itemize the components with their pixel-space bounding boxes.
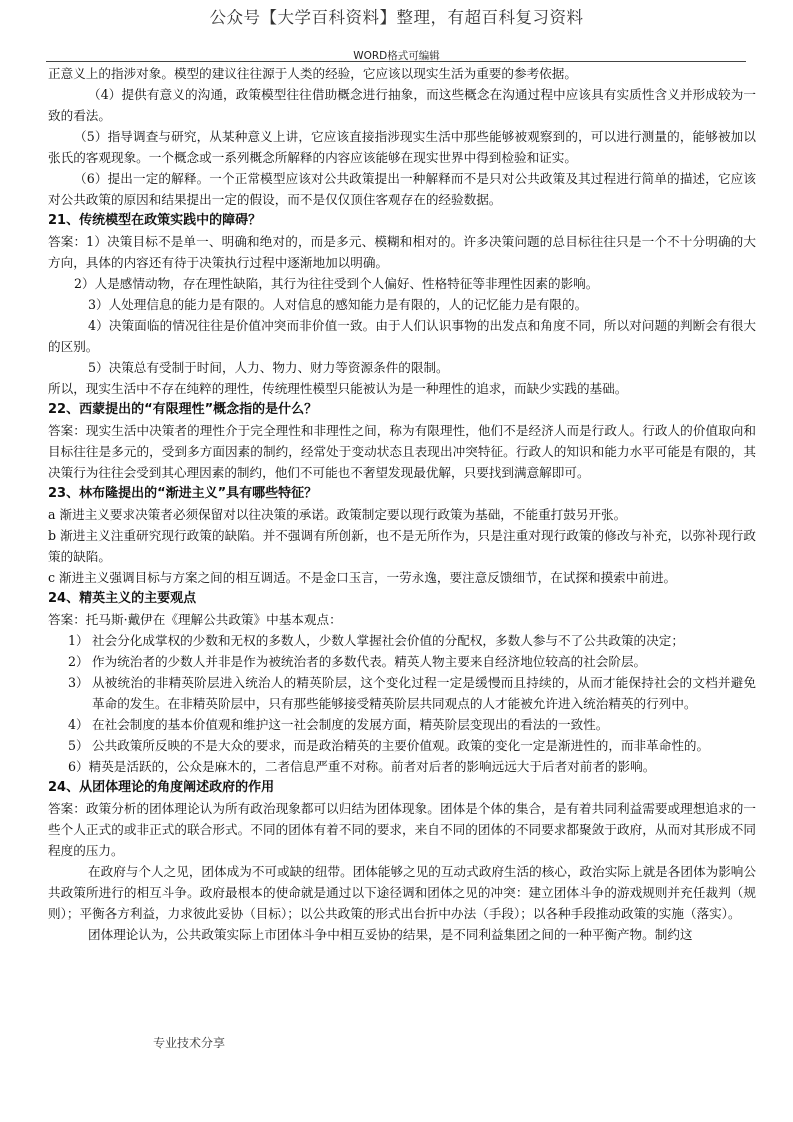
list-number: 3） (68, 675, 89, 690)
header-divider (46, 61, 746, 62)
list-text: 公共政策所反映的不是大众的要求，而是政治精英的主要价值观。政策的变化一定是渐进性的，而非革命性的。 (92, 738, 710, 753)
paragraph: 2）人是感情动物，存在理性缺陷，其行为往往受到个人偏好、性格特征等非理性因素的影响。 (74, 276, 599, 291)
list-number: 1） (68, 633, 89, 648)
list-item (48, 714, 756, 735)
paragraph: （5）指导调查与研究，从某种意义上讲，它应该直接指涉现实生活中那些能够被观察到的，可以进行测量的，能够被加以张氏的客观现象。一个概念或一系列概念所解释的内容应该能够在现实世界中得到检验和证实。 (48, 129, 756, 165)
list-text: 从被统治的非精英阶层进入统治人的精英阶层，这个变化过程一定是缓慢而且持续的，从而才能保持社会的文档并避免革命的发生。在非精英阶层中，只有那些能够接受精英阶层共同观点的人才能被允许进入统治精英的行列中。 (92, 675, 756, 711)
paragraph: a 渐进主义要求决策者必须保留对以往决策的承诺。政策制定要以现行政策为基础，不能重打鼓另开张。 (48, 507, 627, 522)
paragraph: 答案：政策分析的团体理论认为所有政治现象都可以归结为团体现象。团体是个体的集合，是有着共同利益需要或理想追求的一些个人正式的或非正式的联合形式。不同的团体有着不同的要求，来自不同的团体的不同要求都聚敛于政府，从而对其形成不同程度的压力。 (48, 801, 756, 858)
list-item (48, 735, 756, 756)
paragraph: 答案：现实生活中决策者的理性介于完全理性和非理性之间，称为有限理性，他们不是经济人而是行政人。行政人的价值取向和目标往往是多元的，受到多方面因素的制约，经常处于变动状态且表现出冲突特征。行政人的知识和能力水平可能是有限的，其决策行为往往会受到其心理因素的制约，他们不可能也不奢望发现最优解，只要找到满意解即可。 (48, 423, 756, 480)
question-heading: 21、传统模型在政策实践中的障碍？ (48, 213, 262, 228)
paragraph: （4）提供有意义的沟通，政策模型往往借助概念进行抽象，而这些概念在沟通过程中应该具有实质性含义并形成较为一致的看法。 (48, 87, 756, 123)
list-text: 作为统治者的少数人并非是作为被统治者的多数代表。精英人物主要来自经济地位较高的社会阶层。 (92, 654, 647, 669)
paragraph: 团体理论认为，公共政策实际上市团体斗争中相互妥协的结果，是不同利益集团之间的一种平衡产物。制约这 (88, 927, 693, 942)
list-number: 2） (68, 654, 89, 669)
paragraph: （6）提出一定的解释。一个正常模型应该对公共政策提出一种解释而不是只对公共政策及其过程进行简单的描述，它应该对公共政策的原因和结果提出一定的假设，而不是仅仅顶住客观存在的经验数据。 (48, 171, 756, 207)
page-header: WORD格式可编辑 (353, 50, 440, 62)
paragraph: 所以，现实生活中不存在纯粹的理性，传统理性模型只能被认为是一种理性的追求，而缺少实践的基础。 (48, 381, 628, 396)
question-heading: 24、精英主义的主要观点 (48, 591, 197, 606)
question-heading: 22、西蒙提出的“有限理性”概念指的是什么？ (48, 402, 318, 417)
paragraph: 6）精英是活跃的，公众是麻木的，二者信息严重不对称。前者对后者的影响远远大于后者对前者的影响。 (68, 759, 656, 774)
list-item (48, 672, 756, 714)
paragraph: 3）人处理信息的能力是有限的。人对信息的感知能力是有限的，人的记忆能力是有限的。 (88, 297, 588, 312)
paragraph: 答案：托马斯·戴伊在《理解公共政策》中基本观点： (48, 612, 342, 627)
list-number: 4） (68, 717, 89, 732)
question-heading: 24、从团体理论的角度阐述政府的作用 (48, 780, 275, 795)
list-text: 社会分化成掌权的少数和无权的多数人，少数人掌握社会价值的分配权，多数人参与不了公共政策的决定； (92, 633, 684, 648)
paragraph: 在政府与个人之见，团体成为不可或缺的纽带。团体能够之见的互动式政府生活的核心，政治实际上就是各团体为影响公共政策所进行的相互斗争。政府最根本的使命就是通过以下途径调和团体之见的冲突：建立团体斗争的游戏规则并充任裁判（规则）；平衡各方利益，力求彼此妥协（目标）；以公共政策的形式出台折中办法（手段）；以各种手段推动政策的实施（落实）。 (48, 864, 756, 921)
list-text: 在社会制度的基本价值观和维护这一社会制度的发展方面，精英阶层变现出的看法的一致性。 (92, 717, 609, 732)
top-banner: 公众号【大学百科资料】整理，有超百科复习资料 (209, 8, 584, 27)
list-item (48, 651, 756, 672)
document-body (48, 63, 756, 945)
paragraph: 正意义上的指涉对象。模型的建议往往源于人类的经验，它应该以现实生活为重要的参考依据。 (48, 66, 577, 81)
page-footer: 专业技术分享 (153, 1036, 226, 1050)
paragraph: 5）决策总有受制于时间，人力、物力、财力等资源条件的限制。 (88, 360, 449, 375)
paragraph: 4）决策面临的情况往往是价值冲突而非价值一致。由于人们认识事物的出发点和角度不同，所以对问题的判断会有很大的区别。 (48, 318, 756, 354)
question-heading: 23、林布隆提出的“渐进主义”具有哪些特征？ (48, 486, 318, 501)
paragraph: c 渐进主义强调目标与方案之间的相互调适。不是金口玉言，一劳永逸，要注意反馈细节，在试探和摸索中前进。 (48, 570, 677, 585)
paragraph: b 渐进主义注重研究现行政策的缺陷。并不强调有所创新，也不是无所作为，只是注重对现行政策的修改与补充，以弥补现行政策的缺陷。 (48, 528, 756, 564)
paragraph: 答案：1）决策目标不是单一、明确和绝对的，而是多元、模糊和相对的。许多决策问题的总目标往往只是一个不十分明确的大方向，具体的内容还有待于决策执行过程中逐渐地加以明确。 (48, 234, 756, 270)
list-number: 5） (68, 738, 89, 753)
list-item (48, 630, 756, 651)
